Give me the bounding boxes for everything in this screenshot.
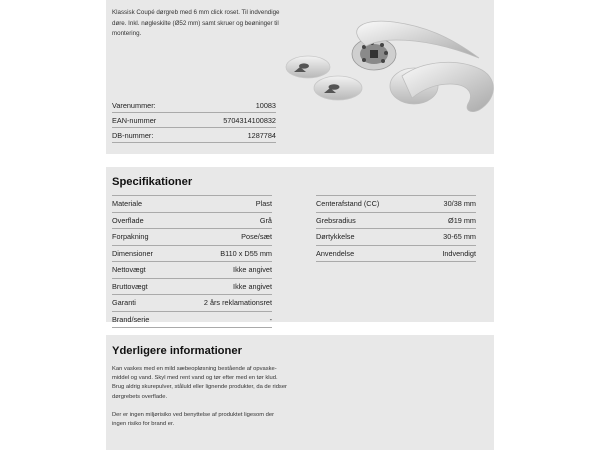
- identifier-value: 1287784: [247, 130, 276, 140]
- additional-info-panel: [106, 335, 494, 450]
- spec-value: -: [269, 314, 272, 324]
- info-paragraph: Der er ingen miljørisiko ved benyttelse af produktet ligesom der ingen risiko for brand er.: [112, 411, 275, 428]
- identifier-row: [112, 128, 276, 143]
- identifier-row: [112, 98, 276, 113]
- escutcheon-lower: [314, 76, 362, 100]
- spec-label: Nettovægt: [112, 265, 146, 275]
- spec-label: Bruttovægt: [112, 281, 148, 291]
- spec-row: [112, 229, 272, 246]
- spec-row: [316, 229, 476, 246]
- spec-row: [112, 213, 272, 230]
- spec-row: [112, 295, 272, 312]
- info-text: [112, 365, 288, 438]
- spec-label: Anvendelse: [316, 248, 355, 258]
- spec-value: 30/38 mm: [443, 199, 476, 209]
- spec-label: Dimensioner: [112, 248, 153, 258]
- spec-table-left: [112, 195, 272, 328]
- spec-row: [112, 279, 272, 296]
- product-identifiers: [112, 98, 276, 143]
- identifier-label: EAN-nummer: [112, 115, 157, 125]
- spec-value: B110 x D55 mm: [220, 248, 272, 258]
- spec-label: Centerafstand (CC): [316, 199, 380, 209]
- spec-value: Ø19 mm: [448, 215, 476, 225]
- spec-row: [316, 246, 476, 263]
- spec-label: Dørtykkelse: [316, 232, 355, 242]
- spec-value: Pose/sæt: [241, 232, 272, 242]
- info-paragraph: Kan vaskes med en mild sæbeopløsning bestående af opvaske-middel og vand. Skyl med rent vand og tør efter med en tør klud. Brug aldrig skurepulver, ståluld eller lignende produkter, da de ridser dørgrebets overflade.: [112, 366, 287, 400]
- spec-value: Ikke angivet: [233, 281, 272, 291]
- spec-row: [112, 262, 272, 279]
- spec-label: Forpakning: [112, 232, 149, 242]
- spec-row: [316, 195, 476, 213]
- spec-label: Materiale: [112, 199, 143, 209]
- spec-value: Ikke angivet: [233, 265, 272, 275]
- identifier-label: DB-nummer:: [112, 130, 154, 140]
- spec-value: Grå: [259, 215, 272, 225]
- spec-label: Overflade: [112, 215, 144, 225]
- spec-value: Plast: [255, 199, 272, 209]
- door-handle-image: [274, 18, 494, 118]
- section-title-specifications: Specifikationer: [112, 176, 193, 188]
- spec-value: 2 års reklamationsret: [203, 298, 272, 308]
- spec-label: Garanti: [112, 298, 136, 308]
- spec-row: [316, 213, 476, 230]
- identifier-value: 10083: [255, 100, 276, 110]
- product-description: Klassisk Coupé dørgreb med 6 mm click roset. Til indvendige døre. Inkl. nøgleskilte (Ø52 mm) samt skruer og beøninger til montering.: [112, 9, 280, 37]
- spec-value: 30-65 mm: [443, 232, 476, 242]
- spec-row: [112, 195, 272, 213]
- product-panel: [106, 0, 494, 154]
- spec-table-right: [316, 195, 476, 262]
- spec-row: [112, 246, 272, 263]
- section-title-info: Yderligere informationer: [112, 345, 242, 357]
- identifier-value: 5704314100832: [223, 115, 276, 125]
- specifications-panel: [106, 167, 494, 322]
- spec-value: Indvendigt: [442, 248, 476, 258]
- spec-label: Brand/serie: [112, 314, 150, 324]
- identifier-row: [112, 113, 276, 128]
- escutcheon-upper: [286, 56, 330, 78]
- spec-row: [112, 312, 272, 329]
- spec-label: Grebsradius: [316, 215, 356, 225]
- identifier-label: Varenummer:: [112, 100, 156, 110]
